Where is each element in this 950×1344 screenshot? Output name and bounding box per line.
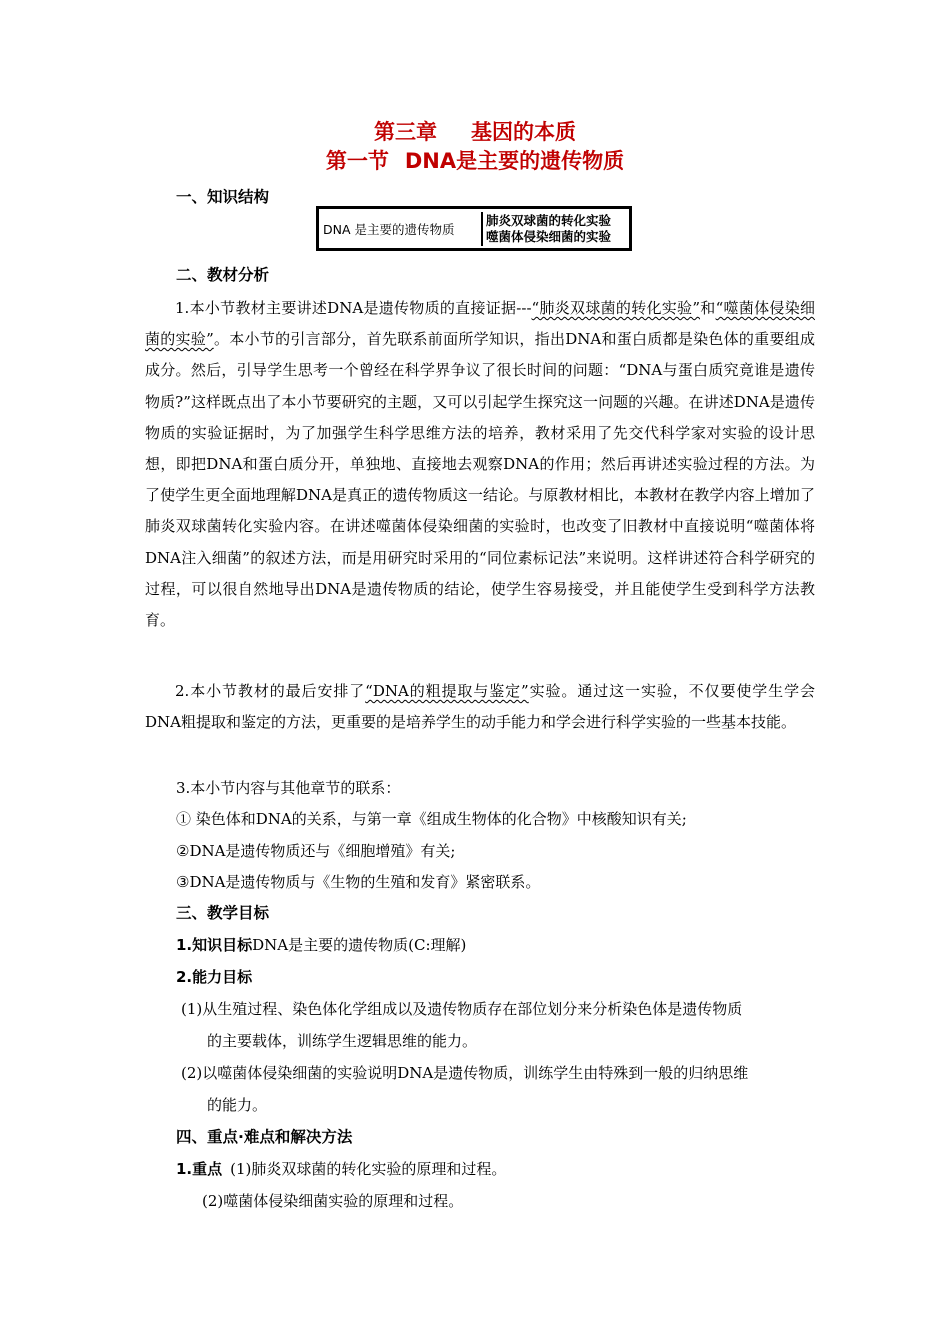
heading-key-points: 四、重点·难点和解决方法 [176, 1128, 353, 1146]
structure-bracket [481, 212, 483, 246]
heading-knowledge-structure: 一、知识结构 [176, 188, 270, 206]
underlined-term-dna-extraction: “DNA的粗提取与鉴定” [365, 682, 529, 700]
structure-branches [486, 213, 611, 245]
section-name: DNA是主要的遗传物质 [404, 149, 625, 173]
section-number: 第一节 [325, 149, 389, 173]
ability-goal-1-line-2: 的主要载体，训练学生逻辑思维的能力。 [207, 1032, 478, 1050]
heading-teaching-goals: 三、教学目标 [176, 904, 270, 922]
key-point-1: 1.重点 (1)肺炎双球菌的转化实验的原理和过程。 [176, 1160, 507, 1178]
heading-textbook-analysis: 二、教材分析 [176, 266, 270, 284]
chapter-link-1: ① 染色体和DNA的关系，与第一章《组成生物体的化合物》中核酸知识有关; [176, 810, 687, 828]
underlined-term-pneumococcus: “肺炎双球菌的转化实验” [531, 299, 701, 317]
ability-goal-label: 2.能力目标 [176, 968, 253, 986]
analysis-paragraph-3: 3.本小节内容与其他章节的联系： [176, 779, 401, 797]
structure-branch-1: 肺炎双球菌的转化实验 [486, 212, 612, 228]
analysis-paragraph-2: 2.本小节教材的最后安排了“DNA的粗提取与鉴定”实验。通过这一实验，不仅要使学生学会DNA粗提取和鉴定的方法，更重要的是培养学生的动手能力和学会进行科学实验的一些基本技能。 [145, 682, 815, 732]
knowledge-structure-diagram [316, 206, 632, 251]
structure-branch-2: 噬菌体侵染细菌的实验 [486, 228, 612, 244]
ability-goal-2-line-2: 的能力。 [207, 1096, 268, 1114]
chapter-number: 第三章 [374, 120, 437, 144]
section-title [0, 147, 950, 175]
ability-goal-1-line-1: (1)从生殖过程、染色体化学组成以及遗传物质存在部位划分来分析染色体是遗传物质 [181, 1000, 743, 1018]
underlined-term-phage: “噬菌体侵染细菌的实验” [145, 299, 815, 349]
chapter-name: 基因的本质 [471, 120, 576, 144]
key-point-2: (2)噬菌体侵染细菌实验的原理和过程。 [202, 1192, 464, 1210]
ability-goal-2-line-1: (2)以噬菌体侵染细菌的实验说明DNA是遗传物质，训练学生由特殊到一般的归纳思维 [181, 1064, 749, 1082]
knowledge-goal: 1.知识目标DNA是主要的遗传物质(C:理解) [176, 936, 467, 954]
analysis-paragraph-1: 1.本小节教材主要讲述DNA是遗传物质的直接证据---“肺炎双球菌的转化实验”和“噬菌体侵染细菌的实验”。本小节的引言部分，首先联系前面所学知识，指出DNA和蛋白质都是染色体的重要组成成分。然后，引导学生思考一个曾经在科学界争议了很长时间的问题：“DNA与蛋白质究竟谁是遗传物质?”这样既点出了本小节要研究的主题，又可以引起学生探究这一问题的兴趣。在讲述DNA是遗传物质的实验证据时，为了加强学生科学思维方法的培养，教材采用了先交代科学家对实验的设计思想，即把DNA和蛋白质分开，单独地、直接地去观察DNA的作用；然后再讲述实验过程的方法。为了使学生更全面地理解DNA是真正的遗传物质这一结论。与原教材相比，本教材在教学内容上增加了肺炎双球菌转化实验内容。在讲述噬菌体侵染细菌的实验时，也改变了旧教材中直接说明“噬菌体将DNA注入细菌”的叙述方法，而是用研究时采用的“同位素标记法”来说明。这样讲述符合科学研究的过程，可以很自然地导出DNA是遗传物质的结论，使学生容易接受，并且能使学生受到科学方法教育。 [145, 299, 815, 630]
chapter-link-2: ②DNA是遗传物质还与《细胞增殖》有关; [176, 842, 456, 860]
chapter-title [0, 118, 950, 146]
chapter-link-3: ③DNA是遗传物质与《生物的生殖和发育》紧密联系。 [176, 873, 541, 891]
structure-root-label: DNA 是主要的遗传物质 [323, 221, 455, 237]
